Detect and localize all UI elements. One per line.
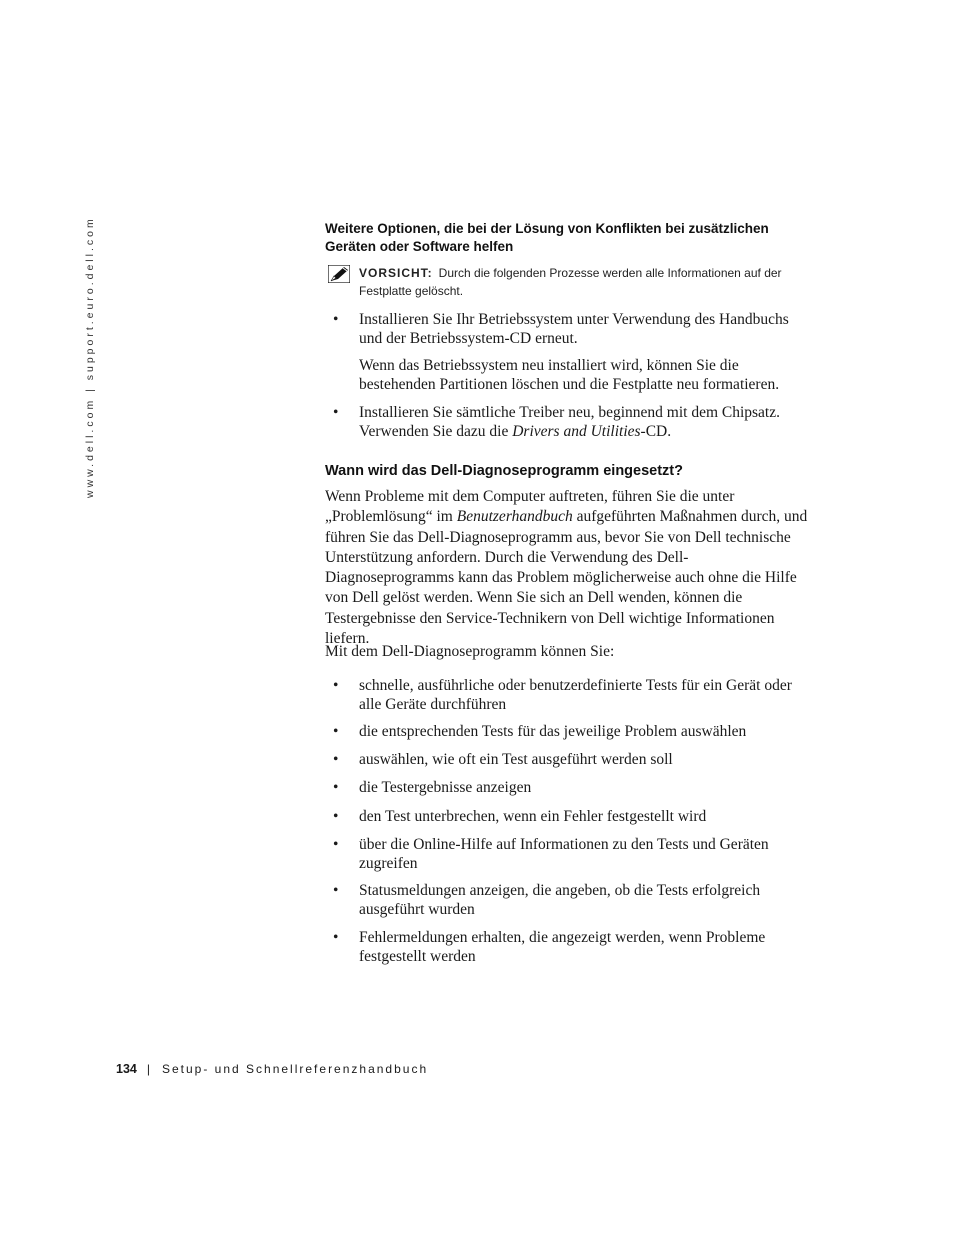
manual-title: Setup- und Schnellreferenzhandbuch [161, 1062, 429, 1076]
page-content [325, 220, 815, 965]
manual-name: Benutzerhandbuch [456, 508, 573, 526]
bullet-followup-paragraph: Wenn das Betriebssystem neu installiert wird, können Sie die bestehenden Partitionen löschen und die Festplatte neu formatieren. [359, 357, 780, 393]
bullet-dot: • [333, 311, 339, 328]
bullet-dot: • [333, 404, 339, 421]
list-item [325, 722, 815, 741]
text-run: aufgeführten Maßnahmen durch, und führen Sie das Dell-Diagnoseprogramm aus, bevor Sie von Dell technische Unterstützung anfordern. Durch die Verwendung des Dell-Diagnoseprogramms kann das Problem möglicherweise auch ohne die Hilfe von Dell gelöst werden. Wenn Sie sich an Dell wenden, können die Testergebnisse den Service-Technikern von Dell wichtige Informationen liefern. [325, 508, 808, 648]
list-item [325, 676, 815, 714]
list-item [325, 928, 815, 966]
list-item [325, 403, 815, 441]
list-item-text: auswählen, wie oft ein Test ausgeführt werden soll [359, 751, 673, 768]
list-item-text: Fehlermeldungen erhalten, die angezeigt werden, wenn Probleme festgestellt werden [359, 929, 766, 965]
list-item [325, 881, 815, 919]
list-item-text [359, 403, 815, 441]
text-run: -CD. [640, 423, 672, 440]
bullet-dot: • [333, 808, 339, 825]
bullet-dot: • [333, 723, 339, 740]
caution-label: VORSICHT: [359, 266, 433, 280]
list-item [325, 750, 815, 769]
side-url: www.dell.com | support.euro.dell.com [84, 216, 96, 498]
caution-text [359, 264, 804, 300]
intro-paragraph: Mit dem Dell-Diagnoseprogramm können Sie: [325, 643, 615, 660]
list-item [325, 835, 815, 873]
bullet-dot: • [333, 779, 339, 796]
list-item-text: Installieren Sie Ihr Betriebssystem unter Verwendung des Handbuchs und der Betriebssystem-CD erneut. [359, 311, 789, 347]
section-heading-diagnostics: Wann wird das Dell-Diagnoseprogramm eingesetzt? [325, 463, 683, 479]
footer-separator: | [146, 1062, 150, 1076]
bullet-dot: • [333, 751, 339, 768]
page-footer [116, 1062, 428, 1076]
list-item-text: die Testergebnisse anzeigen [359, 779, 532, 796]
page-number: 134 [116, 1062, 137, 1076]
bullet-dot: • [333, 929, 339, 946]
bullet-dot: • [333, 882, 339, 899]
list-item-text: die entsprechenden Tests für das jeweilige Problem auswählen [359, 723, 747, 740]
list-item-text: den Test unterbrechen, wenn ein Fehler festgestellt wird [359, 808, 707, 825]
pencil-note-icon [328, 265, 350, 288]
section-heading-conflicts: Weitere Optionen, die bei der Lösung von Konflikten bei zusätzlichen Geräten oder Software helfen [325, 221, 769, 254]
bullet-dot: • [333, 836, 339, 853]
list-item-text: über die Online-Hilfe auf Informationen zu den Tests und Geräten zugreifen [359, 836, 769, 872]
list-item [325, 807, 815, 826]
list-item [325, 778, 815, 797]
body-paragraph [325, 487, 815, 649]
caution-message: Durch die folgenden Prozesse werden alle Informationen auf der Festplatte gelöscht. [359, 266, 782, 298]
list-item-text: Statusmeldungen anzeigen, die angeben, ob die Tests erfolgreich ausgeführt wurden [359, 882, 761, 918]
bullet-dot: • [333, 677, 339, 694]
text-run: Wenn Probleme mit dem Computer auftreten, führen Sie die unter „Problemlösung“ im [325, 488, 735, 526]
cd-name: Drivers and Utilities [512, 423, 641, 440]
list-item-text: schnelle, ausführliche oder benutzerdefinierte Tests für ein Gerät oder alle Geräte durchführen [359, 677, 792, 713]
list-item [325, 310, 815, 348]
text-run: Installieren Sie sämtliche Treiber neu, beginnend mit dem Chipsatz. Verwenden Sie dazu die [359, 404, 780, 440]
